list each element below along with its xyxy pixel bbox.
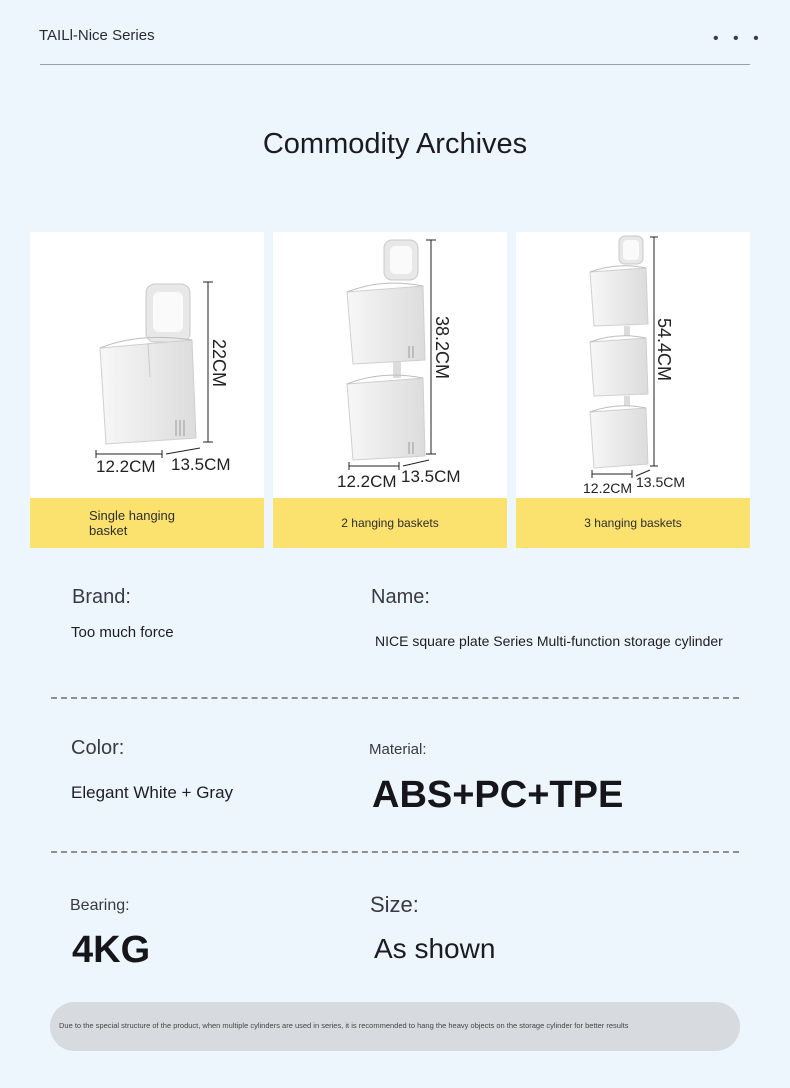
color-label: Color: — [71, 737, 125, 759]
product-card-single — [30, 232, 264, 548]
header-divider — [40, 64, 750, 65]
notice-banner — [50, 1002, 740, 1051]
card-label-band — [273, 498, 507, 548]
page-title: Commodity Archives — [262, 128, 528, 160]
depth-dimension: 13.5CM — [401, 467, 461, 486]
depth-dimension: 13.5CM — [171, 455, 231, 474]
brand-label: Brand: — [72, 586, 131, 608]
width-dimension: 12.2CM — [337, 472, 397, 491]
height-dimension: 38.2CM — [432, 316, 452, 380]
height-dimension: 54.4CM — [654, 318, 674, 382]
product-card-double — [273, 232, 507, 548]
size-value: As shown — [374, 933, 496, 964]
width-dimension: 12.2CM — [583, 480, 633, 496]
brand-value: Too much force — [71, 624, 174, 641]
section-divider — [51, 851, 739, 853]
height-dimension: 22CM — [209, 339, 229, 388]
series-title: TAILl-Nice Series — [39, 27, 155, 44]
color-value: Elegant White + Gray — [71, 783, 234, 802]
name-label: Name: — [371, 586, 430, 608]
product-card-triple — [516, 232, 750, 548]
card-label-band — [30, 498, 264, 548]
material-value: ABS+PC+TPE — [372, 774, 624, 816]
material-label: Material: — [369, 741, 427, 758]
card-label: 3 hanging baskets — [584, 516, 682, 530]
double-basket-illustration — [273, 232, 507, 498]
card-label-band — [516, 498, 750, 548]
depth-dimension: 13.5CM — [636, 474, 686, 490]
more-menu-icon[interactable]: • • • — [713, 30, 764, 47]
single-basket-illustration — [30, 232, 264, 498]
section-divider — [51, 697, 739, 699]
width-dimension: 12.2CM — [96, 457, 156, 476]
card-label: Single hanging basket — [89, 508, 176, 538]
bearing-value: 4KG — [72, 929, 151, 971]
bearing-label: Bearing: — [70, 897, 130, 914]
notice-text: Due to the special structure of the product, when multiple cylinders are used in series, it is recommended to hang the heavy objects on the storage cylinder for better results — [59, 1021, 629, 1030]
size-label: Size: — [370, 892, 419, 917]
name-value: NICE square plate Series Multi-function storage cylinder — [375, 633, 723, 649]
card-label: 2 hanging baskets — [341, 516, 439, 530]
triple-basket-illustration — [516, 232, 750, 498]
